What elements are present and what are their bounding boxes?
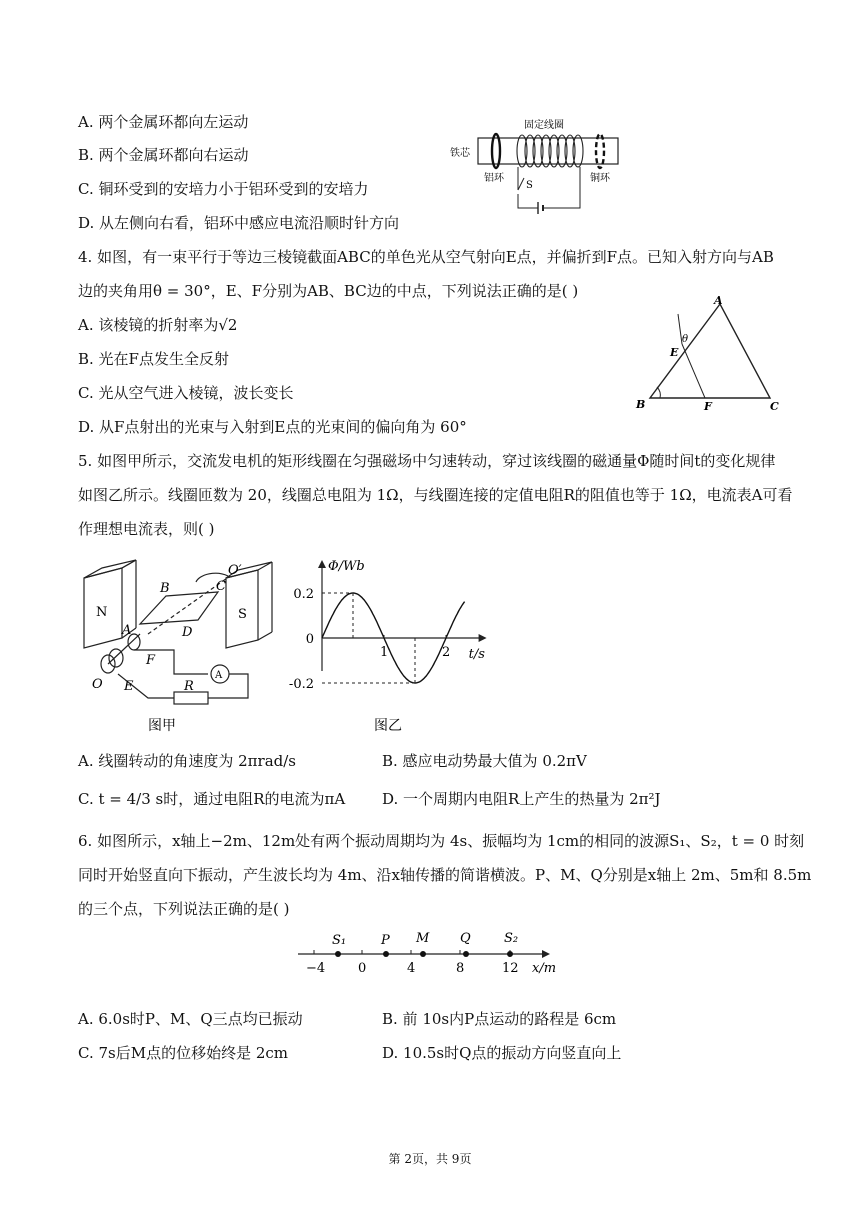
svg-text:F: F <box>704 400 712 413</box>
q5-stem-line3: 作理想电流表，则( ) <box>78 520 215 538</box>
svg-text:B: B <box>160 581 170 596</box>
q4-prism-figure <box>630 292 790 417</box>
q6-option-c: C. 7s后M点的位移始终是 2cm <box>78 1044 289 1062</box>
q4-option-c: C. 光从空气进入棱镜，波长变长 <box>78 384 294 402</box>
q5-option-a: A. 线圈转动的角速度为 2πrad/s <box>78 752 297 770</box>
svg-text:E: E <box>670 346 679 359</box>
q5-option-d: D. 一个周期内电阻R上产生的热量为 2π²J <box>382 790 661 808</box>
svg-text:P: P <box>381 933 390 948</box>
q6-stem-line2: 同时开始竖直向下振动，产生波长均为 4m、沿x轴传播的简谐横波。P、M、Q分别是x轴上 2m、5m和 8.5m <box>78 866 812 884</box>
q4-option-b: B. 光在F点发生全反射 <box>78 350 229 368</box>
svg-text:N: N <box>96 605 108 620</box>
svg-text:S: S <box>238 607 247 622</box>
svg-text:12: 12 <box>502 961 519 976</box>
x-tick-label: 1 <box>380 645 389 660</box>
q3-option-b: B. 两个金属环都向右运动 <box>78 146 249 164</box>
svg-text:0: 0 <box>358 961 367 976</box>
q5-generator-figure <box>78 556 288 736</box>
svg-text:4: 4 <box>407 961 416 976</box>
q5-fig-yi-caption: 图乙 <box>374 718 402 734</box>
svg-text:x/m: x/m <box>532 961 557 976</box>
svg-text:C: C <box>216 579 226 594</box>
y-tick-label: 0.2 <box>293 587 314 602</box>
q5-flux-chart <box>288 556 488 736</box>
svg-text:F: F <box>146 653 156 668</box>
q6-x-axis-figure <box>292 924 572 980</box>
svg-text:C: C <box>770 400 779 413</box>
q5-stem-line1: 5. 如图甲所示，交流发电机的矩形线圈在匀强磁场中匀速转动，穿过该线圈的磁通量Φ随时间t的变化规律 <box>78 452 776 470</box>
q4-option-d: D. 从F点射出的光束与入射到E点的光束间的偏向角为 60° <box>78 418 467 436</box>
svg-text:8: 8 <box>456 961 465 976</box>
x-axis-arrow <box>479 634 487 642</box>
svg-text:−4: −4 <box>306 961 326 976</box>
q3-option-d: D. 从左侧向右看，铝环中感应电流沿顺时针方向 <box>78 214 400 232</box>
svg-text:铜环: 铜环 <box>590 173 610 184</box>
svg-text:R: R <box>184 679 194 694</box>
svg-text:A: A <box>714 294 723 307</box>
svg-text:O′: O′ <box>228 563 242 578</box>
q6-option-b: B. 前 10s内P点运动的路程是 6cm <box>382 1010 617 1028</box>
svg-text:A: A <box>122 623 132 638</box>
q3-option-c: C. 铜环受到的安培力小于铝环受到的安培力 <box>78 180 369 198</box>
svg-text:O: O <box>92 677 103 692</box>
svg-text:图甲: 图甲 <box>148 718 176 734</box>
q5-option-b: B. 感应电动势最大值为 0.2πV <box>382 752 587 770</box>
svg-text:S₁: S₁ <box>332 933 347 948</box>
q5-stem-line2: 如图乙所示。线圈匝数为 20，线圈总电阻为 1Ω，与线圈连接的定值电阻R的阻值也等于 1Ω，电流表A可看 <box>78 486 793 504</box>
svg-text:M: M <box>416 931 430 946</box>
svg-text:S₂: S₂ <box>504 931 519 946</box>
q4-stem-line1: 4. 如图，有一束平行于等边三棱镜截面ABC的单色光从空气射向E点，并偏折到F点。已知入射方向与AB <box>78 248 774 266</box>
y-axis-label: Φ/Wb <box>328 559 365 574</box>
q6-option-d: D. 10.5s时Q点的振动方向竖直向上 <box>382 1044 622 1062</box>
q3-option-a: A. 两个金属环都向左运动 <box>78 113 249 131</box>
q6-stem-line1: 6. 如图所示，x轴上−2m、12m处有两个振动周期均为 4s、振幅均为 1cm的相同的波源S₁、S₂，t = 0 时刻 <box>78 832 805 850</box>
x-axis-label: t/s <box>468 647 485 662</box>
page-footer: 第 2页，共 9页 <box>388 1152 472 1166</box>
svg-text:D: D <box>182 625 193 640</box>
svg-text:E: E <box>124 679 134 694</box>
svg-text:θ: θ <box>682 334 689 345</box>
y-axis-arrow <box>318 560 326 568</box>
y-tick-label: -0.2 <box>288 677 314 692</box>
svg-text:B: B <box>636 398 646 411</box>
q4-option-a: A. 该棱镜的折射率为√2 <box>78 316 238 334</box>
svg-text:A: A <box>215 670 223 681</box>
q3-coil-figure <box>450 118 650 218</box>
q5-option-c: C. t = 4/3 s时，通过电阻R的电流为πA <box>78 790 346 808</box>
q6-option-a: A. 6.0s时P、M、Q三点均已振动 <box>78 1010 303 1028</box>
svg-text:Q: Q <box>460 931 471 946</box>
x-tick-label: 2 <box>442 645 451 660</box>
q6-stem-line3: 的三个点，下列说法正确的是( ) <box>78 900 290 918</box>
svg-text:固定线圈: 固定线圈 <box>524 120 564 131</box>
svg-text:S: S <box>526 180 533 191</box>
svg-text:铝环: 铝环 <box>484 173 504 184</box>
q4-stem-line2: 边的夹角用θ = 30°，E、F分别为AB、BC边的中点，下列说法正确的是( ) <box>78 282 579 300</box>
svg-text:铁芯: 铁芯 <box>450 148 470 159</box>
y-tick-label: 0 <box>305 632 314 647</box>
